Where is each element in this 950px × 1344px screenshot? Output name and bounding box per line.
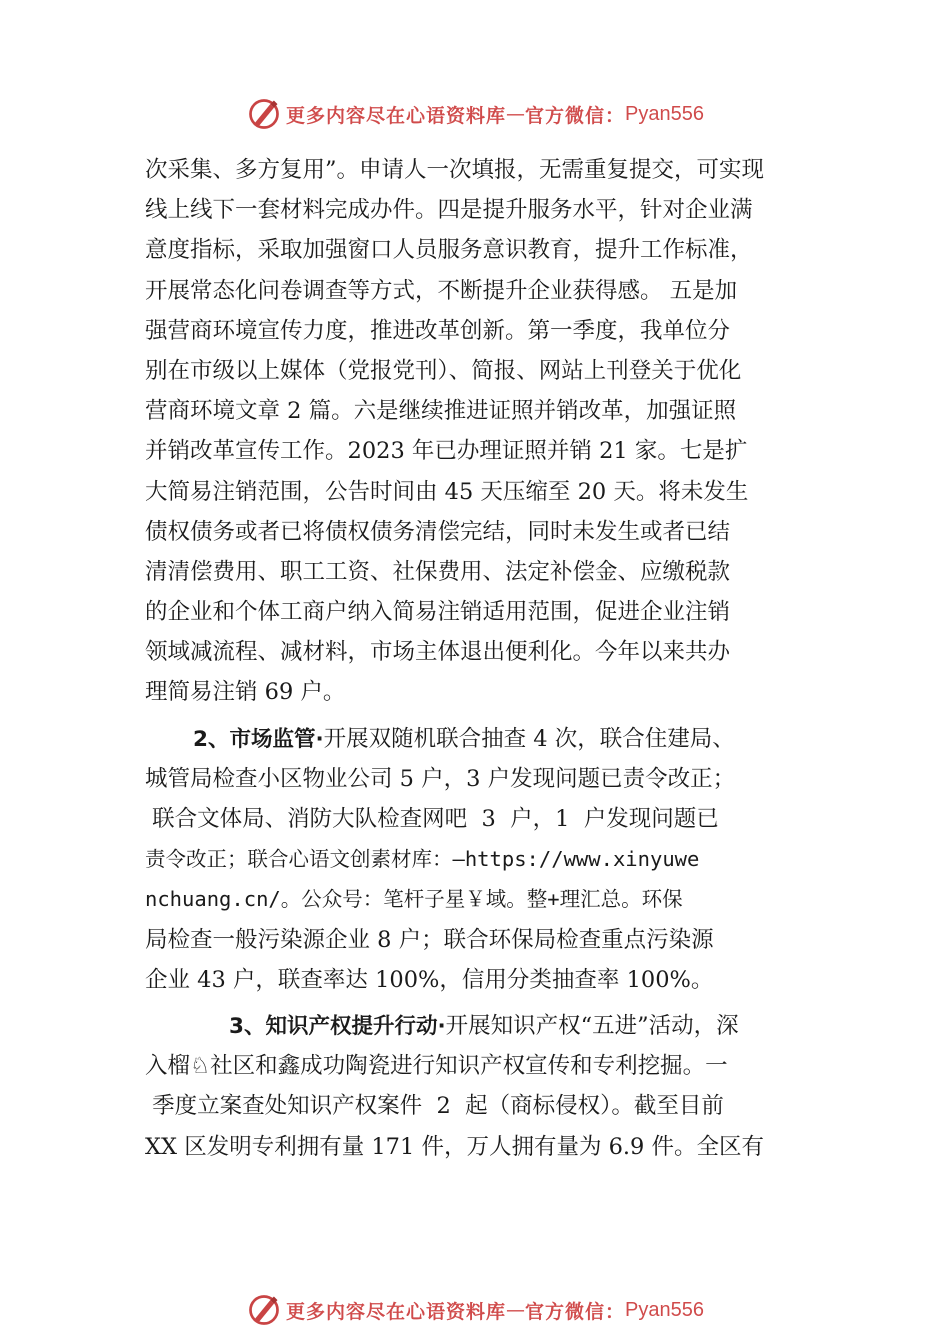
body-line: 线上线下一套材料完成办件。四是提升服务水平，针对企业满 xyxy=(145,197,753,224)
section-3-lead: 开展知识产权“五进”活动，深 xyxy=(445,1012,739,1039)
section-2-heading: 2、市场监管· xyxy=(193,726,324,752)
body-line: 理简易注销 69 户。 xyxy=(145,679,346,706)
body-line: 联合文体局、消防大队检查网吧 3 户，1 户发现问题已 xyxy=(145,806,719,832)
footer-watermark xyxy=(0,1290,950,1330)
body-line: 并销改革宣传工作。2023 年已办理证照并销 21 家。七是扩 xyxy=(145,438,748,465)
pen-logo-icon xyxy=(246,1292,282,1328)
body-line: 意度指标，采取加强窗口人员服务意识教育，提升工作标准， xyxy=(145,237,753,264)
body-line: 领域减流程、减材料，市场主体退出便利化。今年以来共办 xyxy=(145,639,731,666)
body-line: 城管局检查小区物业公司 5 户，3 户发现问题已责令改正； xyxy=(145,765,736,792)
section-3-heading: 3、知识产权提升行动· xyxy=(229,1013,446,1039)
header-watermark xyxy=(0,94,950,134)
body-line: 清清偿费用、职工工资、社保费用、法定补偿金、应缴税款 xyxy=(145,558,731,585)
body-line: 债权债务或者已将债权债务清偿完结，同时未发生或者已结 xyxy=(145,518,731,545)
body-line: 次采集、多方复用”。申请人一次填报，无需重复提交，可实现 xyxy=(145,157,765,183)
body-line: 开展常态化问卷调查等方式，不断提升企业获得感。 五是加 xyxy=(145,277,738,304)
header-wechat-id: Pyan556 xyxy=(625,102,704,125)
document-body xyxy=(145,150,817,1167)
body-line: 营商环境文章 2 篇。六是继续推进证照并销改革，加强证照 xyxy=(145,398,737,425)
header-wechat-label: 官方微信： xyxy=(525,104,626,127)
body-line: 季度立案查处知识产权案件 2 起（商标侵权）。截至目前 xyxy=(145,1093,724,1120)
body-line-url: 责令改正；联合心语文创素材库：—https://www.xinyuwe xyxy=(145,847,700,872)
body-line: 入榴♘社区和鑫成功陶瓷进行知识产权宣传和专利挖掘。一 xyxy=(145,1053,728,1080)
pen-logo-icon xyxy=(246,96,282,132)
body-line: 企业 43 户，联查率达 100%，信用分类抽查率 100%。 xyxy=(145,966,714,993)
footer-wechat-id: Pyan556 xyxy=(625,1298,704,1321)
header-separator: — xyxy=(506,103,526,125)
body-line: XX 区发明专利拥有量 171 件，万人拥有量为 6.9 件。全区有 xyxy=(145,1133,765,1160)
body-line: 的企业和个体工商户纳入简易注销适用范围，促进企业注销 xyxy=(145,599,731,626)
body-line: 局检查一般污染源企业 8 户；联合环保局检查重点污染源 xyxy=(145,926,714,953)
body-line: 别在市级以上媒体（党报党刊）、简报、网站上刊登关于优化 xyxy=(145,357,742,384)
header-watermark-text: 更多内容尽在心语资料库 xyxy=(286,104,507,127)
section-2-first-line xyxy=(145,719,817,759)
footer-wechat-label: 官方微信： xyxy=(525,1300,626,1323)
footer-watermark-text: 更多内容尽在心语资料库 xyxy=(286,1300,507,1323)
footer-separator: — xyxy=(506,1299,526,1321)
body-line-url: nchuang.cn/。公众号：笔杆子星￥域。整+理汇总。环保 xyxy=(145,887,683,912)
section-2-lead: 开展双随机联合抽查 4 次，联合住建局、 xyxy=(323,725,735,752)
body-line: 强营商环境宣传力度，推进改革创新。第一季度，我单位分 xyxy=(145,317,731,344)
body-line: 大简易注销范围，公告时间由 45 天压缩至 20 天。将未发生 xyxy=(145,478,749,505)
section-3-first-line xyxy=(145,1006,817,1046)
